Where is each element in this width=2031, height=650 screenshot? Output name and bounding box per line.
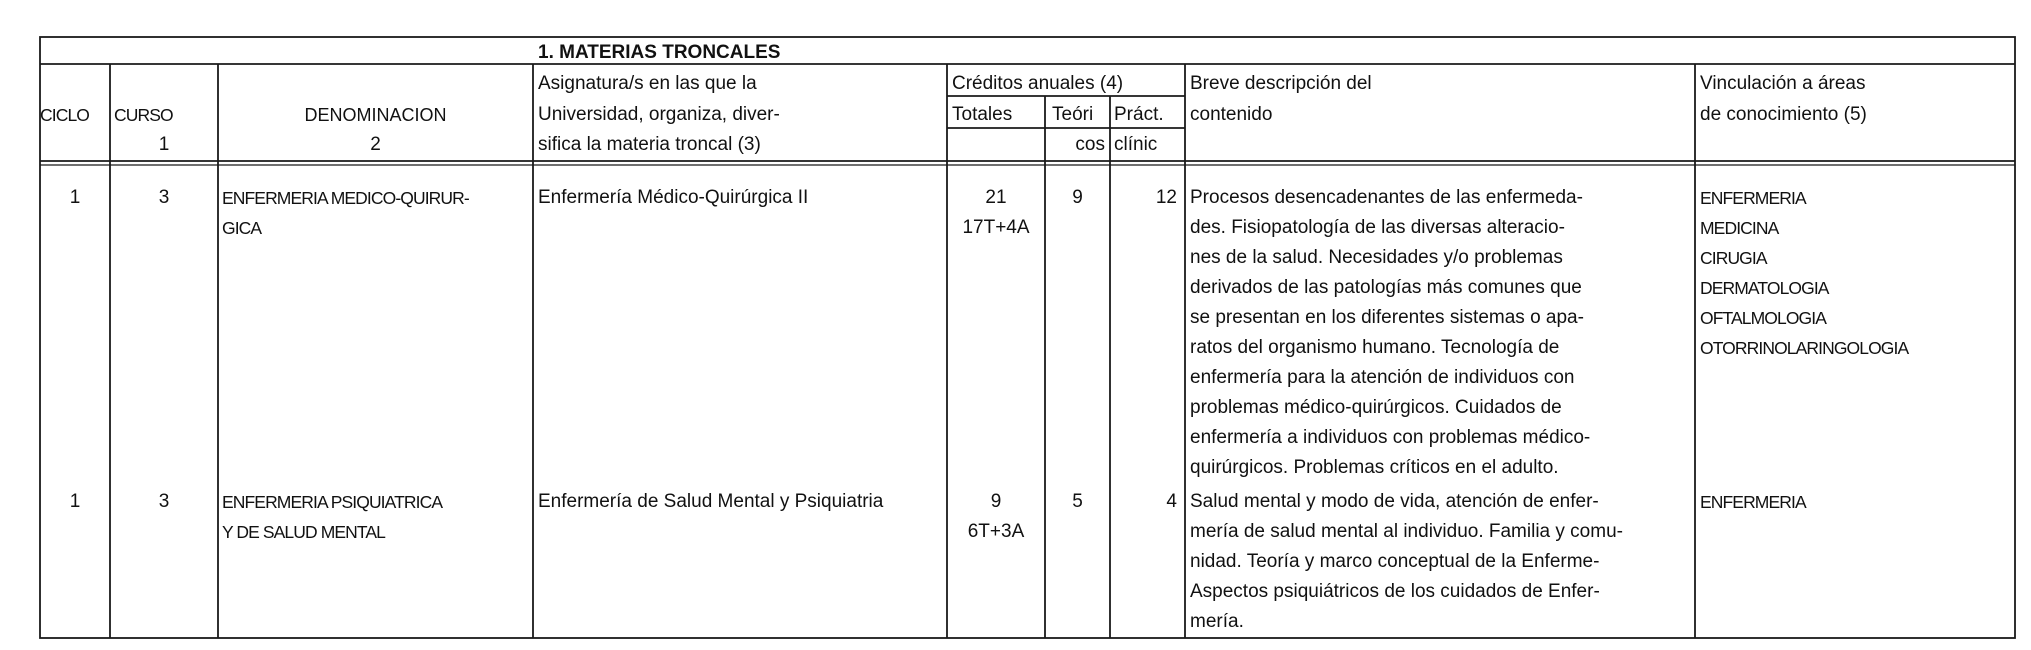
descripcion-line: Salud mental y modo de vida, atención de enfer- (1190, 491, 1599, 512)
header-creditos-anuales: Créditos anuales (4) (952, 73, 1124, 94)
table-row-1-teoricos: 9 (1072, 187, 1083, 208)
header-vinculacion: Vinculación a áreas (1700, 73, 1866, 94)
descripcion-line: Aspectos psiquiátricos de los cuidados de Enfer- (1190, 581, 1600, 602)
table-row-2-practicos: 4 (1166, 491, 1177, 512)
table-row-1-totales-detail: 17T+4A (962, 217, 1030, 238)
header-curso-num: 1 (158, 134, 170, 155)
table-row-1-asignatura: Enfermería Médico-Quirúrgica II (538, 187, 809, 208)
header-descripcion: contenido (1190, 104, 1273, 125)
descripcion-line: se presentan en los diferentes sistemas o apa- (1190, 307, 1584, 328)
header-ciclo: CICLO (40, 105, 89, 125)
header-practicos: clínic (1114, 134, 1158, 155)
header-asignatura-line: Universidad, organiza, diver- (538, 104, 780, 125)
area-item: DERMATOLOGIA (1700, 278, 1829, 298)
descripcion-line: problemas médico-quirúrgicos. Cuidados de (1190, 397, 1562, 418)
descripcion-line: ratos del organismo humano. Tecnología de (1190, 337, 1560, 358)
table-row-1-ciclo: 1 (69, 187, 81, 208)
descripcion-line: derivados de las patologías más comunes que (1190, 277, 1582, 298)
table-row-1-curso: 3 (158, 187, 170, 208)
header-vinculacion: de conocimiento (5) (1700, 104, 1867, 125)
area-item: CIRUGIA (1700, 248, 1767, 268)
header-asignatura-line: sifica la materia troncal (3) (538, 134, 761, 155)
header-denominacion-num: 2 (370, 134, 381, 155)
table-row-2-totales-detail: 6T+3A (967, 521, 1025, 542)
descripcion-line: nes de la salud. Necesidades y/o problemas (1190, 247, 1563, 268)
table-row-2-ciclo: 1 (69, 491, 81, 512)
header-teoricos: Teóri (1052, 104, 1094, 125)
table-row-1-practicos: 12 (1155, 187, 1177, 208)
section-title: 1. MATERIAS TRONCALES (538, 42, 781, 63)
table-row-2-curso: 3 (158, 491, 170, 512)
area-item: ENFERMERIA (1700, 188, 1806, 208)
descripcion-line: Procesos desencadenantes de las enfermeda- (1190, 187, 1583, 208)
table-row-2-totales: 9 (990, 491, 1002, 512)
descripcion-line: quirúrgicos. Problemas críticos en el adulto. (1190, 457, 1559, 478)
header-descripcion: Breve descripción del (1190, 73, 1372, 94)
area-item: OTORRINOLARINGOLOGIA (1700, 338, 1909, 358)
table-row-2-denominacion: ENFERMERIA PSIQUIATRICA (222, 492, 443, 512)
header-asignatura-line: Asignatura/s en las que la (538, 73, 757, 94)
descripcion-line: enfermería para la atención de individuos con (1190, 367, 1575, 388)
table-row-2-asignatura: Enfermería de Salud Mental y Psiquiatria (538, 491, 884, 512)
descripcion-line: enfermería a individuos con problemas médico- (1190, 427, 1591, 448)
header-denominacion: DENOMINACION (304, 105, 447, 125)
header-teoricos: cos (1075, 134, 1105, 155)
descripcion-line: nidad. Teoría y marco conceptual de la Enferme- (1190, 551, 1600, 572)
descripcion-line: mería de salud mental al individuo. Familia y comu- (1190, 521, 1623, 542)
area-item: OFTALMOLOGIA (1700, 308, 1826, 328)
descripcion-line: mería. (1190, 611, 1244, 632)
table-row-2-teoricos: 5 (1072, 491, 1083, 512)
header-curso: CURSO (114, 105, 173, 125)
header-practicos: Práct. (1114, 104, 1164, 125)
table-row-1-denominacion: ENFERMERIA MEDICO-QUIRUR- (222, 188, 469, 208)
table-row-2-denominacion: Y DE SALUD MENTAL (222, 522, 385, 542)
table-row-1-totales: 21 (985, 187, 1007, 208)
descripcion-line: des. Fisiopatología de las diversas alteracio- (1190, 217, 1565, 238)
table-row-1-denominacion: GICA (222, 218, 262, 238)
header-totales: Totales (952, 104, 1013, 125)
table-row-2-area-item: ENFERMERIA (1700, 492, 1806, 512)
area-item: MEDICINA (1700, 218, 1779, 238)
